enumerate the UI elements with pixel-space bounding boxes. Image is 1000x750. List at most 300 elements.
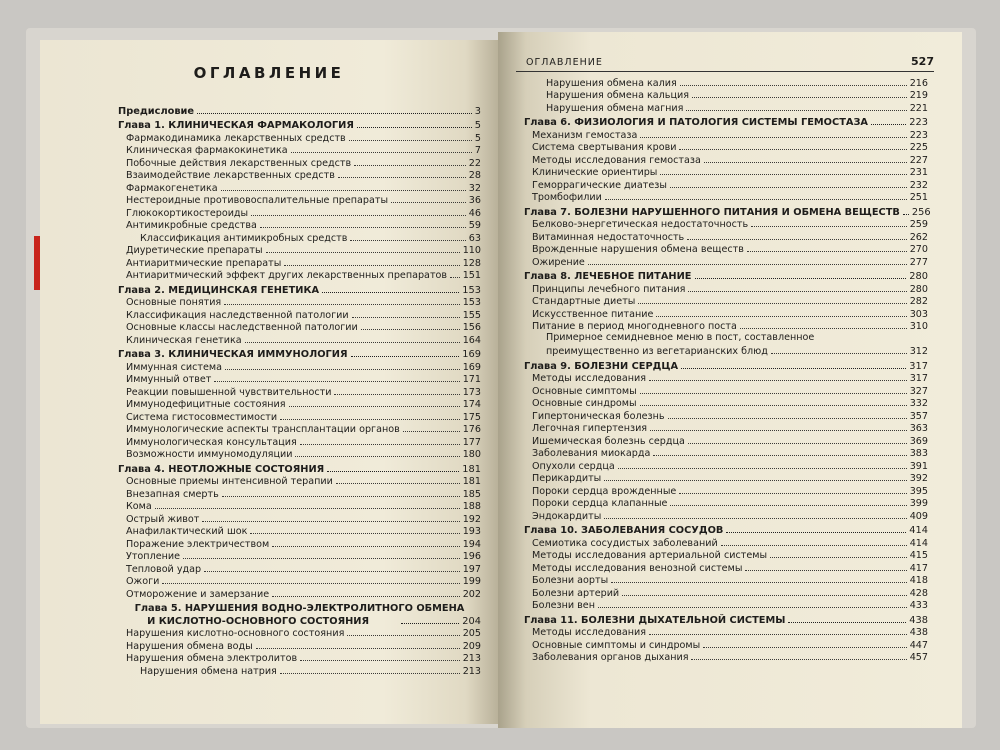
entry-title: Поражение электричеством <box>126 538 270 550</box>
entry-page: 231 <box>909 167 928 178</box>
toc-entry <box>524 141 928 154</box>
dot-leader <box>618 468 907 469</box>
toc-entry <box>118 131 481 144</box>
entry-page: 213 <box>462 665 481 677</box>
entry-page: 28 <box>468 170 481 181</box>
entry-title: Глава 7. БОЛЕЗНИ НАРУШЕННОГО ПИТАНИЯ И ОБМЕНА ВЕЩЕСТВ <box>524 206 900 218</box>
entry-title: Перикардиты <box>532 473 602 484</box>
entry-page: 46 <box>468 207 481 219</box>
entry-title: Глава 1. КЛИНИЧЕСКАЯ ФАРМАКОЛОГИЯ <box>118 120 354 131</box>
entry-title: Отморожение и замерзание <box>126 588 270 600</box>
dot-leader <box>638 303 906 304</box>
entry-title: Взаимодействие лекарственных средств <box>126 170 335 181</box>
dot-leader <box>771 353 907 354</box>
dot-leader <box>680 85 907 86</box>
entry-title: Нарушения обмена магния <box>546 102 684 114</box>
toc-entry <box>118 385 481 398</box>
toc-entry <box>524 332 928 357</box>
entry-title-line <box>524 345 928 358</box>
toc-entry <box>118 156 481 169</box>
entry-page: 164 <box>462 334 481 346</box>
entry-page: 5 <box>474 120 481 131</box>
dot-leader <box>334 394 459 395</box>
entry-title: Глава 2. МЕДИЦИНСКАЯ ГЕНЕТИКА <box>118 284 320 296</box>
toc-entry <box>118 435 481 448</box>
entry-page: 180 <box>462 449 481 460</box>
entry-title: Возможности иммуномодуляции <box>126 449 293 460</box>
entry-page: 363 <box>909 423 928 434</box>
entry-title: Эндокардиты <box>532 510 602 522</box>
dot-leader <box>322 292 459 293</box>
entry-title: Классификация наследственной патологии <box>126 309 349 321</box>
dot-leader <box>660 174 906 175</box>
entry-title: Легочная гипертензия <box>532 423 648 434</box>
chapter-heading <box>524 524 928 537</box>
dot-leader <box>740 328 907 329</box>
page-heading: ОГЛАВЛЕНИЕ <box>193 64 345 82</box>
entry-page: 327 <box>909 385 928 397</box>
toc-entry <box>118 475 481 488</box>
entry-page: 282 <box>909 296 928 307</box>
chapter-heading <box>524 116 928 129</box>
dot-leader <box>272 596 460 597</box>
toc-entry <box>118 308 481 321</box>
entry-title: Иммунологическая консультация <box>126 436 297 448</box>
toc-entry <box>118 244 481 257</box>
entry-page: 223 <box>909 117 928 128</box>
dot-leader <box>649 634 907 635</box>
entry-page: 110 <box>462 245 481 256</box>
entry-title: Болезни артерий <box>532 587 620 599</box>
dot-leader <box>251 215 466 216</box>
toc-entry <box>524 218 928 231</box>
toc-entry <box>524 230 928 243</box>
entry-page: 447 <box>909 639 928 651</box>
dot-leader <box>280 673 460 674</box>
toc-entry <box>524 409 928 422</box>
chapter-heading <box>118 283 481 296</box>
entry-title: Опухоли сердца <box>532 460 615 472</box>
toc-entry <box>524 128 928 141</box>
page-number: 527 <box>911 55 934 68</box>
entry-title: Витаминная недостаточность <box>532 231 685 243</box>
dot-leader <box>688 443 907 444</box>
dot-leader <box>361 329 460 330</box>
entry-title: Иммунный ответ <box>126 374 212 385</box>
entry-title: Основные синдромы <box>532 398 637 409</box>
entry-title: Семиотика сосудистых заболеваний <box>532 537 718 549</box>
dot-leader <box>280 419 460 420</box>
entry-title: Нарушения обмена калия <box>546 77 677 89</box>
toc-entry <box>524 536 928 549</box>
entry-page: 22 <box>468 157 481 169</box>
dot-leader <box>352 317 460 318</box>
dot-leader <box>688 291 906 292</box>
dot-leader <box>588 264 907 265</box>
entry-page: 177 <box>462 436 481 448</box>
entry-page: 219 <box>909 90 928 101</box>
dot-leader <box>695 278 907 279</box>
entry-page: 202 <box>462 588 481 600</box>
entry-title: Клиническая фармакокинетика <box>126 145 288 156</box>
entry-page: 169 <box>462 349 481 360</box>
toc-entry <box>118 500 481 513</box>
toc-entry <box>118 562 481 575</box>
entry-page: 457 <box>909 652 928 663</box>
dot-leader <box>692 97 907 98</box>
entry-page: 414 <box>909 525 928 536</box>
entry-page: 357 <box>909 410 928 422</box>
entry-page: 227 <box>909 154 928 166</box>
entry-title: Острый живот <box>126 513 200 525</box>
entry-title: Методы исследования артериальной системы <box>532 550 768 561</box>
toc-entry <box>118 627 481 640</box>
dot-leader <box>250 533 459 534</box>
entry-title: Основные симптомы <box>532 385 637 397</box>
entry-page: 7 <box>474 145 481 156</box>
toc-entry <box>524 255 928 268</box>
entry-page: 36 <box>468 195 481 206</box>
dot-leader <box>747 251 907 252</box>
toc-entry <box>118 448 481 461</box>
entry-page: 270 <box>909 244 928 255</box>
toc-entry <box>524 638 928 651</box>
dot-leader <box>903 214 909 215</box>
dot-leader <box>204 571 460 572</box>
dot-leader <box>679 493 906 494</box>
toc-entry <box>524 76 928 89</box>
chapter-heading <box>118 348 481 361</box>
toc-entry <box>524 651 928 664</box>
dot-leader <box>640 393 907 394</box>
entry-page: 392 <box>909 473 928 484</box>
entry-page: 409 <box>909 510 928 522</box>
entry-title: Кома <box>126 501 152 512</box>
entry-page: 188 <box>462 501 481 512</box>
toc-entry <box>118 652 481 665</box>
entry-title: Пороки сердца клапанные <box>532 498 668 509</box>
entry-title: Примерное семидневное меню в пост, составленное <box>546 332 815 343</box>
chapter-heading <box>118 462 481 475</box>
entry-page: 225 <box>909 142 928 153</box>
entry-title: Диуретические препараты <box>126 245 263 256</box>
entry-title: Глава 5. НАРУШЕНИЯ ВОДНО-ЭЛЕКТРОЛИТНОГО ОБМЕНА <box>134 603 465 614</box>
entry-page: 192 <box>462 513 481 525</box>
entry-title: Клиническая генетика <box>126 334 242 346</box>
toc-list-right <box>524 76 931 663</box>
entry-page: 369 <box>909 435 928 447</box>
entry-title: Основные классы наследственной патологии <box>126 322 358 333</box>
entry-title: Антиаритмический эффект других лекарственных препаратов <box>126 270 448 281</box>
toc-entry <box>524 599 928 612</box>
entry-title: Глава 3. КЛИНИЧЕСКАЯ ИММУНОЛОГИЯ <box>118 349 348 360</box>
entry-page: 221 <box>909 102 928 114</box>
entry-page: 199 <box>462 576 481 587</box>
toc-entry <box>524 282 928 295</box>
entry-title: Побочные действия лекарственных средств <box>126 157 352 169</box>
entry-page: 205 <box>462 628 481 639</box>
entry-page: 59 <box>468 220 481 231</box>
entry-title: Искусственное питание <box>532 308 654 320</box>
entry-title: Тепловой удар <box>126 563 202 575</box>
entry-page: 174 <box>462 399 481 410</box>
toc-entry <box>524 561 928 574</box>
dot-leader <box>202 521 459 522</box>
dot-leader <box>260 227 466 228</box>
toc-entry <box>524 89 928 102</box>
entry-title: Нарушения кислотно-основного состояния <box>126 628 345 639</box>
dot-leader <box>197 113 472 114</box>
entry-page: 428 <box>909 587 928 599</box>
toc-entry <box>118 231 481 244</box>
toc-entry <box>118 639 481 652</box>
chapter-heading <box>118 119 481 132</box>
entry-page: 251 <box>909 192 928 203</box>
toc-entry <box>118 550 481 563</box>
entry-page: 395 <box>909 485 928 497</box>
toc-entry <box>118 373 481 386</box>
toc-entry <box>118 575 481 588</box>
dot-leader <box>604 480 906 481</box>
entry-title: Тромбофилии <box>532 192 602 203</box>
entry-page: 153 <box>462 284 481 296</box>
entry-page: 415 <box>909 550 928 561</box>
toc-entry <box>118 398 481 411</box>
entry-page: 310 <box>909 321 928 332</box>
toc-entry <box>118 269 481 282</box>
dot-leader <box>649 380 907 381</box>
dot-leader <box>349 140 472 141</box>
dot-leader <box>245 342 460 343</box>
dot-leader <box>222 496 460 497</box>
toc-entry <box>524 153 928 166</box>
entry-title: Глюкокортикостероиды <box>126 207 249 219</box>
toc-entry <box>118 423 481 436</box>
entry-page: 32 <box>468 182 481 194</box>
dot-leader <box>354 165 466 166</box>
dot-leader <box>770 557 907 558</box>
entry-title: Врожденные нарушения обмена веществ <box>532 244 744 255</box>
entry-page: 303 <box>909 308 928 320</box>
entry-page: 280 <box>909 283 928 295</box>
dot-leader <box>640 137 906 138</box>
entry-page: 151 <box>462 270 481 281</box>
entry-title: Нарушения обмена воды <box>126 640 253 652</box>
dot-leader <box>155 508 460 509</box>
entry-page: 209 <box>462 640 481 652</box>
dot-leader <box>751 226 907 227</box>
dot-leader <box>214 381 459 382</box>
entry-title: Нарушения обмена электролитов <box>126 653 298 664</box>
entry-page: 223 <box>909 129 928 141</box>
entry-title: Внезапная смерть <box>126 488 219 500</box>
entry-page: 312 <box>909 346 928 357</box>
entry-page: 433 <box>909 600 928 611</box>
entry-title: Глава 11. БОЛЕЗНИ ДЫХАТЕЛЬНОЙ СИСТЕМЫ <box>524 614 786 626</box>
toc-entry <box>118 525 481 538</box>
running-head <box>516 55 934 72</box>
entry-page: 213 <box>462 653 481 664</box>
toc-entry <box>118 333 481 346</box>
entry-page: 414 <box>909 537 928 549</box>
dot-leader <box>300 444 460 445</box>
entry-title: Белково-энергетическая недостаточность <box>532 219 749 230</box>
entry-title: Принципы лечебного питания <box>532 283 686 295</box>
entry-title: Фармакодинамика лекарственных средств <box>126 132 346 144</box>
entry-page: 193 <box>462 526 481 537</box>
chapter-heading <box>524 359 928 372</box>
toc-entry <box>524 307 928 320</box>
entry-title: Глава 10. ЗАБОЛЕВАНИЯ СОСУДОВ <box>524 525 724 536</box>
entry-title: Основные приемы интенсивной терапии <box>126 476 333 487</box>
dot-leader <box>272 546 459 547</box>
toc-entry <box>524 509 928 522</box>
dot-leader <box>401 623 459 624</box>
toc-entry <box>524 191 928 204</box>
entry-title: Антимикробные средства <box>126 220 257 231</box>
entry-title: Заболевания органов дыхания <box>532 652 689 663</box>
dot-leader <box>284 265 459 266</box>
toc-entry <box>524 422 928 435</box>
entry-page: 317 <box>909 373 928 384</box>
toc-entry <box>118 537 481 550</box>
entry-title: Ишемическая болезнь сердца <box>532 435 685 447</box>
dot-leader <box>704 162 907 163</box>
entry-page: 175 <box>462 411 481 423</box>
dot-leader <box>670 505 906 506</box>
dot-leader <box>871 124 906 125</box>
toc-entry <box>524 178 928 191</box>
entry-title: Методы исследования венозной системы <box>532 562 743 574</box>
entry-title: Стандартные диеты <box>532 296 636 307</box>
entry-title: Болезни вен <box>532 600 595 611</box>
dot-leader <box>656 316 906 317</box>
dot-leader <box>291 152 472 153</box>
entry-title: Глава 8. ЛЕЧЕБНОЕ ПИТАНИЕ <box>524 271 692 282</box>
dot-leader <box>604 518 906 519</box>
toc-entry <box>118 410 481 423</box>
entry-title: Гипертоническая болезнь <box>532 410 665 422</box>
dot-leader <box>670 187 907 188</box>
dot-leader <box>598 607 907 608</box>
entry-title: Клинические ориентиры <box>532 167 658 178</box>
dot-leader <box>721 545 907 546</box>
right-page <box>498 32 962 728</box>
dot-leader <box>788 622 906 623</box>
dot-leader <box>266 252 460 253</box>
entry-page: 280 <box>909 271 928 282</box>
dot-leader <box>640 405 907 406</box>
toc-entry <box>118 321 481 334</box>
entry-title: Иммунодефицитные состояния <box>126 399 286 410</box>
toc-entry <box>118 512 481 525</box>
toc-entry <box>118 587 481 600</box>
entry-title: Иммунологические аспекты трансплантации органов <box>126 424 400 435</box>
entry-title: Фармакогенетика <box>126 182 218 194</box>
entry-page: 185 <box>462 488 481 500</box>
entry-page: 63 <box>468 232 481 244</box>
dot-leader <box>703 647 906 648</box>
entry-title: Питание в период многодневного поста <box>532 321 737 332</box>
dot-leader <box>350 240 465 241</box>
entry-title: Пороки сердца врожденные <box>532 485 677 497</box>
toc-entry <box>524 243 928 256</box>
dot-leader <box>221 190 466 191</box>
toc-entry <box>524 397 928 410</box>
toc-entry <box>524 166 928 179</box>
dot-leader <box>605 199 907 200</box>
entry-page: 181 <box>462 476 481 487</box>
dot-leader <box>668 418 907 419</box>
entry-page: 153 <box>462 297 481 308</box>
dot-leader <box>450 277 460 278</box>
entry-title: Болезни аорты <box>532 575 609 586</box>
entry-title: Глава 9. БОЛЕЗНИ СЕРДЦА <box>524 360 679 372</box>
entry-page: 417 <box>909 562 928 574</box>
entry-title: Нарушения обмена кальция <box>546 90 689 101</box>
entry-page: 171 <box>462 374 481 385</box>
dot-leader <box>403 431 460 432</box>
toc-entry <box>524 586 928 599</box>
dot-leader <box>336 483 460 484</box>
entry-title: Предисловие <box>118 105 195 117</box>
running-head-title: ОГЛАВЛЕНИЕ <box>526 57 603 68</box>
dot-leader <box>687 239 906 240</box>
dot-leader <box>347 635 459 636</box>
entry-title: Механизм гемостаза <box>532 129 638 141</box>
dot-leader <box>351 356 460 357</box>
entry-page: 196 <box>462 551 481 562</box>
toc-entry <box>524 101 928 114</box>
entry-page: 317 <box>909 360 928 372</box>
dot-leader <box>289 406 460 407</box>
entry-page: 181 <box>462 463 481 475</box>
chapter-heading <box>118 104 481 117</box>
toc-entry <box>118 194 481 207</box>
dot-leader <box>681 368 906 369</box>
toc-entry <box>524 320 928 333</box>
dot-leader <box>650 430 907 431</box>
entry-title: Глава 4. НЕОТЛОЖНЫЕ СОСТОЯНИЯ <box>118 463 325 475</box>
toc-entry <box>118 144 481 157</box>
entry-page: 277 <box>909 256 928 268</box>
entry-title-cont: преимущественно из вегетарианских блюд <box>546 346 768 357</box>
entry-page: 391 <box>909 460 928 472</box>
dot-leader <box>295 456 459 457</box>
entry-title: Глава 6. ФИЗИОЛОГИЯ И ПАТОЛОГИЯ СИСТЕМЫ ГЕМОСТАЗА <box>524 117 869 128</box>
toc-entry <box>118 181 481 194</box>
entry-page: 438 <box>909 627 928 638</box>
toc-entry <box>524 384 928 397</box>
toc-entry <box>118 664 481 677</box>
dot-leader <box>162 583 459 584</box>
entry-title: Анафилактический шок <box>126 526 248 537</box>
toc-entry <box>118 296 481 309</box>
entry-page: 256 <box>911 206 931 218</box>
entry-title: Ожоги <box>126 576 160 587</box>
dot-leader <box>357 127 472 128</box>
dot-leader <box>327 471 459 472</box>
toc-entry <box>524 472 928 485</box>
dot-leader <box>256 648 460 649</box>
entry-title: Методы исследования <box>532 373 647 384</box>
toc-entry <box>118 256 481 269</box>
entry-title: Методы исследования <box>532 627 647 638</box>
entry-page: 194 <box>462 538 481 550</box>
toc-entry <box>524 574 928 587</box>
chapter-title-line <box>118 602 481 615</box>
entry-title: Нарушения обмена натрия <box>140 665 277 677</box>
